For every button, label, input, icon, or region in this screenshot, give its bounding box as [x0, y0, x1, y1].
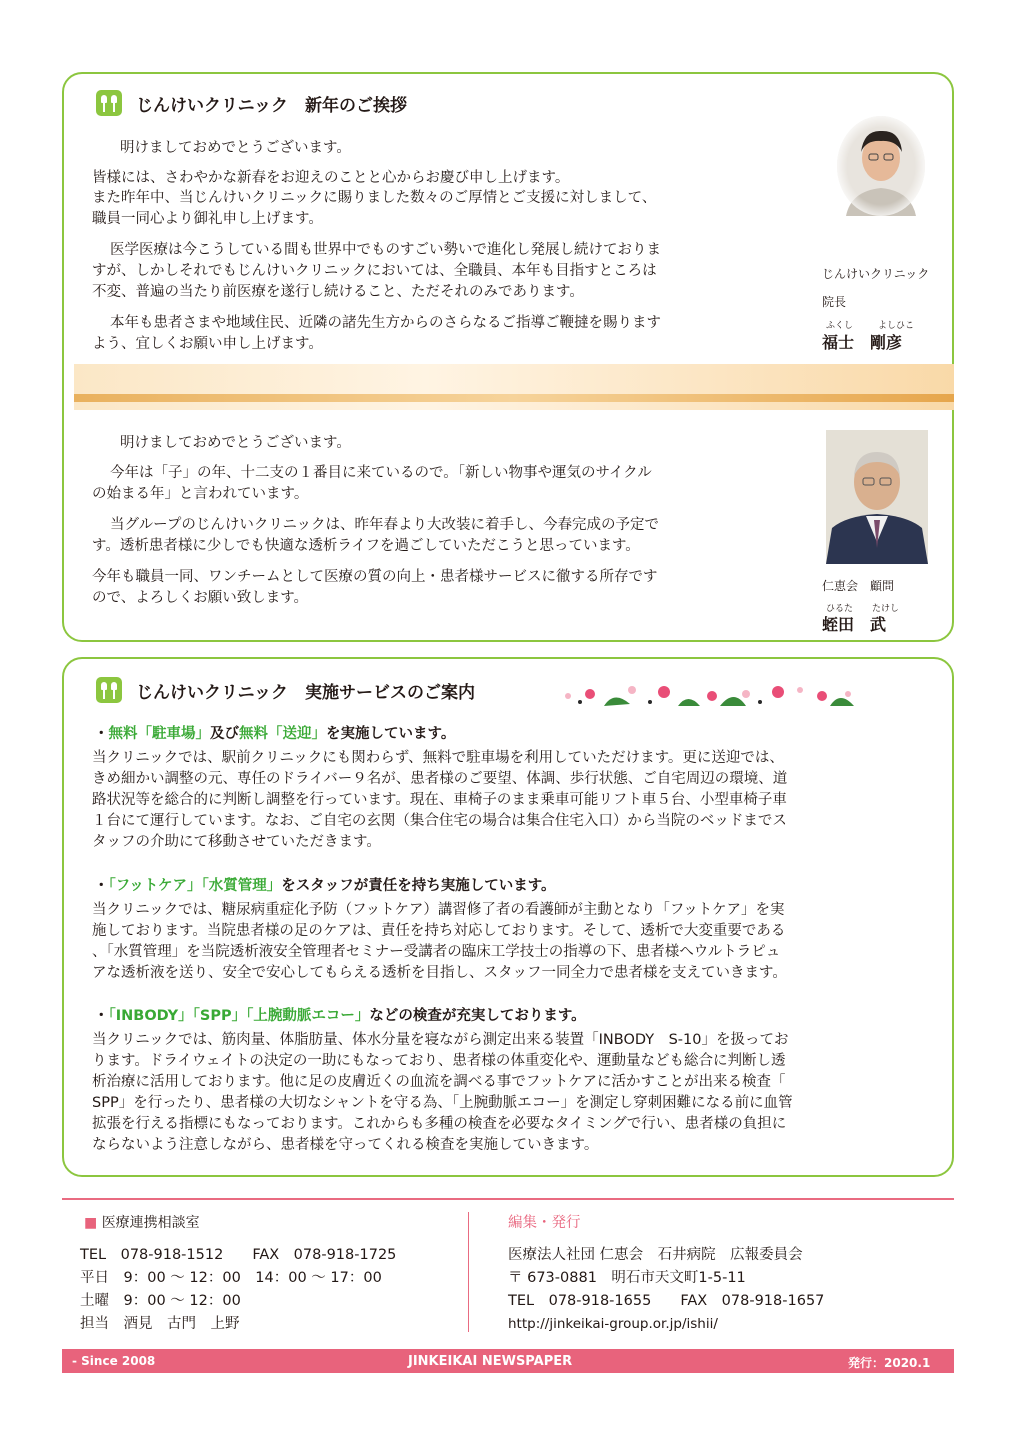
- heading-highlight: 「フットケア」「水質管理」: [108, 878, 282, 894]
- heading-highlight: 無料「送迎」: [239, 726, 326, 742]
- director-name: 福士 剛彦: [822, 333, 903, 352]
- service-line: ならないよう注意しながら、患者様を守ってくれる検査を実施していきます。: [92, 1137, 599, 1153]
- service-line: 当クリニックでは、筋肉量、体脂肪量、体水分量を寝ながら測定出来る装置「INBODY S-10」を扱ってお: [92, 1032, 789, 1048]
- heading-text: をスタッフが責任を持ち実施しています。: [281, 878, 556, 894]
- clinic-logo-icon: [96, 90, 122, 116]
- plum-flower-decoration-icon: [560, 680, 856, 710]
- square-bullet-icon: ■: [84, 1215, 98, 1231]
- contact-title-row: [84, 1212, 200, 1235]
- heading-text: 及び: [210, 726, 239, 742]
- director-line: よう、宜しくお願い申し上げます。: [92, 336, 323, 352]
- service-line: 路状況等を総合的に判断し調整を行っています。現在、車椅子のまま乗車可能リフト車５台、小型車椅子車: [92, 792, 787, 808]
- director-line: 医学医療は今こうしている間も世界中でものすごい勢いで進化し発展し続けておりま: [110, 242, 661, 258]
- service-line: きめ細かい調整の元、専任のドライバー９名が、患者様のご要望、体調、歩行状態、ご自宅周辺の環境、道: [92, 771, 788, 787]
- director-photo: [836, 116, 926, 216]
- director-line: 明けましておめでとうございます。: [120, 140, 351, 156]
- service-line: 析治療に活用しております。他に足の皮膚近くの血流を調べる事でフットケアに活かすことが出来る検査「: [92, 1074, 786, 1090]
- service-heading-parking-shuttle: [94, 722, 455, 743]
- service-heading-examinations: [94, 1004, 586, 1025]
- bullet: ・: [94, 1008, 109, 1024]
- heading-text: を実施しています。: [326, 726, 456, 742]
- service-line: １台にて運行しています。なお、ご自宅の玄関（集合住宅の場合は集合住宅入口）から当院のベッドまでス: [92, 813, 787, 829]
- advisor-role: 仁恵会 顧問: [822, 579, 895, 593]
- advisor-line: 今年も職員一同、ワンチームとして医療の質の向上・患者様サービスに徹する所存です: [92, 569, 658, 585]
- director-line: また昨年中、当じんけいクリニックに賜りました数々のご厚情とご支援に対しまして、: [92, 190, 657, 206]
- advisor-name: 蛭田 武: [822, 615, 887, 634]
- director-line: 不変、普遍の当たり前医療を遂行し続けること、ただそれのみであります。: [92, 284, 584, 300]
- director-ruby-family: ふくし: [826, 321, 854, 331]
- heading-text: などの検査が充実しております。: [369, 1008, 586, 1024]
- service-line: 施しております。当院患者様の足のケアは、責任を持ち対応しております。そして、透析で大変重要である: [92, 923, 786, 939]
- advisor-ruby-given: たけし: [872, 604, 900, 614]
- director-role: 院長: [822, 295, 847, 309]
- advisor-ruby-family: ひるた: [826, 604, 854, 614]
- publisher-url[interactable]: http://jinkeikai-group.or.jp/ishii/: [508, 1316, 718, 1332]
- service-line: 当クリニックでは、糖尿病重症化予防（フットケア）講習修了者の看護師が主動となり「フットケア」を実: [92, 902, 785, 918]
- service-heading-footcare-water: [94, 874, 556, 895]
- greeting-title: じんけいクリニック 新年のご挨拶: [136, 95, 407, 116]
- service-line: ります。ドライウェイトの決定の一助にもなっており、患者様の体重変化や、運動量なども総合に判断し透: [92, 1053, 786, 1069]
- director-line: 皆様には、さわやかな新春をお迎えのことと心からお慶び申し上げます。: [92, 170, 570, 186]
- footer-since: - Since 2008: [72, 1354, 156, 1368]
- advisor-line: 明けましておめでとうございます。: [120, 435, 351, 451]
- service-line: SPP」を行ったり、患者様の大切なシャントを守る為、「上腕動脈エコー」を測定し穿刺困難になる前に血管: [92, 1095, 793, 1111]
- advisor-line: ので、よろしくお願い致します。: [92, 590, 309, 606]
- service-line: アな透析液を送り、安全で安心してもらえる透析を目指し、スタッフ一同全力で患者様を支えていきます。: [92, 965, 787, 981]
- contact-line: TEL 078-918-1512 FAX 078-918-1725: [80, 1247, 397, 1263]
- greeting-header: [96, 90, 407, 116]
- director-line: 本年も患者さまや地域住民、近隣の諸先生方からのさらなるご指導ご鞭撻を賜ります: [110, 315, 661, 331]
- service-line: 当クリニックでは、駅前クリニックにも関わらず、無料で駐車場を利用していただけます。更に送迎では、: [92, 750, 784, 766]
- director-line: すが、しかしそれでもじんけいクリニックにおいては、全職員、本年も目指すところは: [92, 263, 657, 279]
- advisor-line: の始まる年」と言われています。: [92, 486, 309, 502]
- services-header: [96, 677, 475, 703]
- clinic-logo-icon: [96, 677, 122, 703]
- footer-issue: 発行：2020.1: [848, 1356, 931, 1370]
- heading-highlight: 無料「駐車場」: [108, 726, 210, 742]
- service-line: タッフの介助にて移動させていただきます。: [92, 834, 381, 850]
- contact-line: 担当 酒見 古門 上野: [80, 1316, 240, 1332]
- heading-highlight: 「INBODY」「SPP」「上腕動脈エコー」: [108, 1008, 370, 1024]
- footer-newspaper-name: JINKEIKAI NEWSPAPER: [408, 1354, 573, 1369]
- decorative-band: [74, 364, 954, 410]
- bullet: ・: [94, 726, 109, 742]
- director-line: 職員一同心より御礼申し上げます。: [92, 211, 323, 227]
- footer-divider: [62, 1198, 954, 1200]
- footer-bar: [62, 1349, 954, 1373]
- contact-line: 平日 9：00 ～ 12：00 14：00 ～ 17：00: [80, 1270, 382, 1286]
- publisher-line: 〒 673-0881 明石市天文町1-5-11: [508, 1270, 746, 1286]
- service-line: 、「水質管理」を当院透析液安全管理者セミナー受講者の臨床工学技士の指導の下、患者様へウルトラピュ: [92, 944, 781, 960]
- contact-line: 土曜 9：00 ～ 12：00: [80, 1293, 241, 1309]
- publisher-title: 編集・発行: [508, 1215, 581, 1231]
- director-ruby-given: よしひこ: [878, 321, 915, 331]
- footer-column-divider: [468, 1212, 469, 1332]
- advisor-line: 今年は「子」の年、十二支の１番目に来ているので。「新しい物事や運気のサイクル: [110, 465, 652, 481]
- advisor-line: 当グループのじんけいクリニックは、昨年春より大改装に着手し、今春完成の予定で: [110, 517, 659, 533]
- director-org: じんけいクリニック: [822, 267, 930, 281]
- advisor-photo: [826, 430, 928, 564]
- publisher-line: 医療法人社団 仁恵会 石井病院 広報委員会: [508, 1247, 803, 1263]
- services-title: じんけいクリニック 実施サービスのご案内: [136, 682, 475, 703]
- bullet: ・: [94, 878, 109, 894]
- advisor-line: す。透析患者様に少しでも快適な透析ライフを過ごしていただこうと思っています。: [92, 538, 640, 554]
- service-line: 拡張を行える指標にもなっております。これからも多種の検査を必要なタイミングで行い、患者様の負担に: [92, 1116, 787, 1132]
- publisher-line: TEL 078-918-1655 FAX 078-918-1657: [508, 1293, 825, 1309]
- contact-title: 医療連携相談室: [101, 1215, 200, 1231]
